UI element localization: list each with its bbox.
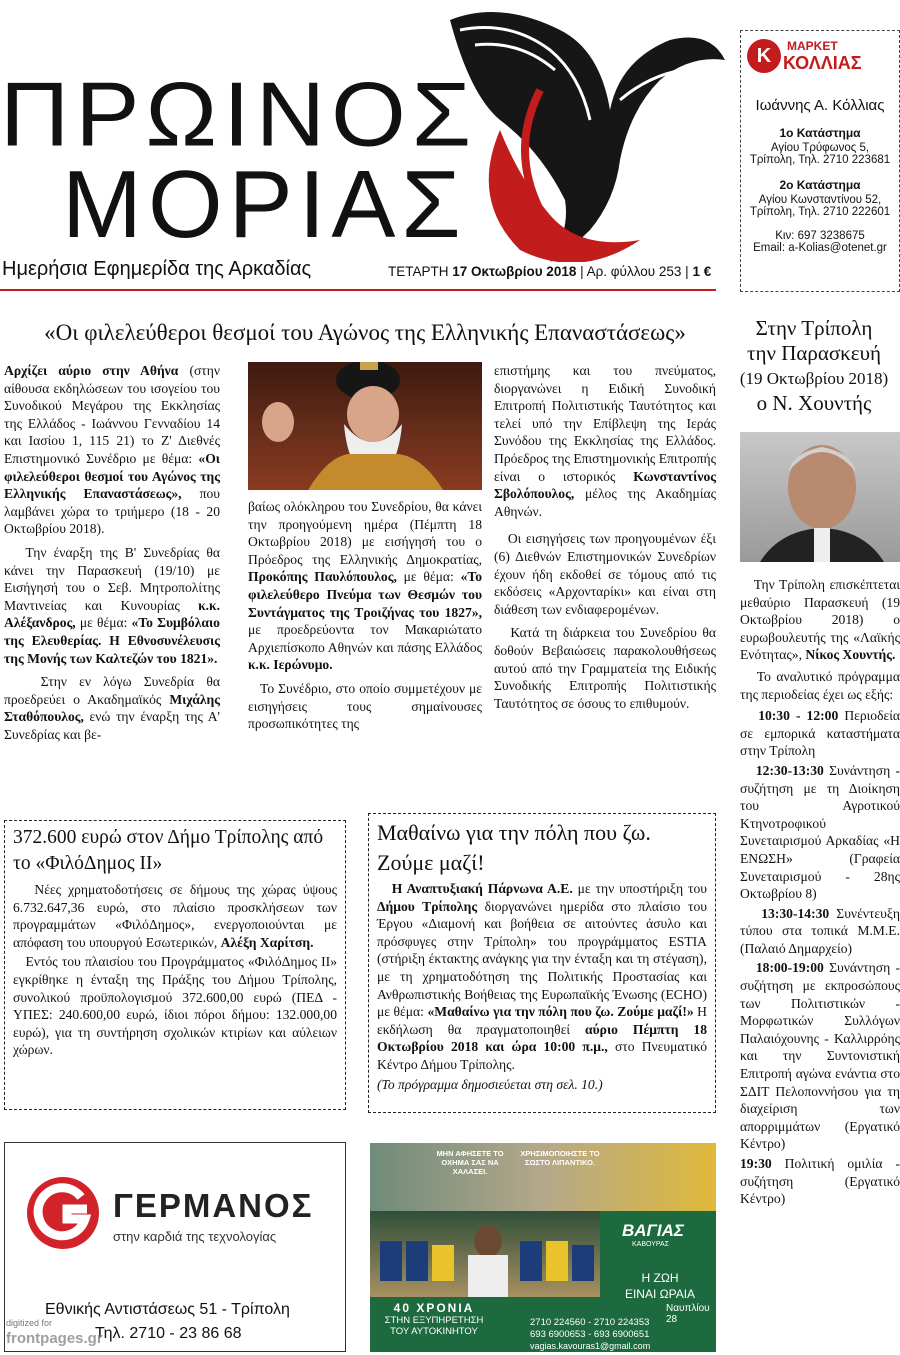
schedule-item: Συνέντευξη τύπου στα τοπικά Μ.Μ.Ε. (Παλαιό Δημαρχείο)	[740, 905, 900, 956]
article-text: Στην εν λόγω Συνεδρία θα προεδρεύει ο Ακαδημαϊκός	[4, 674, 220, 707]
vagias-address: Ναυπλίου 28	[666, 1303, 710, 1325]
watermark-line1: digitized for	[6, 1318, 53, 1328]
oil-bottles-icon	[370, 1211, 600, 1297]
schedule-item: Περιοδεία σε εμπορικά καταστήματα στην Τρίπολη	[740, 708, 900, 759]
article-text: Την Τρίπολη επισκέπτεται μεθαύριο Παρασκευή (19 Οκτωβρίου 2018) ο ευρωβουλευτής της «Λαϊκής Ενότητας»,	[740, 577, 900, 663]
schedule-item: Συνάντηση - συζήτηση με τη Διοίκηση του Αγροτικού Κτηνοτροφικού Συνεταιρισμού Αρκαδίας «Η ΕΝΩΣΗ» (Γραφεία Συνεταιρισμού - 28ης Οκτωβρίου 8)	[740, 762, 900, 902]
article-theme: «Μαθαίνω για την πόλη που ζω. Ζούμε μαζί!»	[427, 1004, 694, 1020]
article-name: Μιχάλης Σταθόπουλος,	[4, 691, 220, 725]
photo-chountis-figure	[740, 432, 900, 562]
article-lead: Αρχίζει αύριο στην Αθήνα	[4, 363, 179, 378]
kollias-owner: Ιωάννης Α. Κόλλιας	[755, 97, 885, 114]
box-mathaino	[368, 813, 716, 1113]
article-text: Η εκδήλωση θα πραγματοποιηθεί	[377, 1004, 707, 1037]
article-text: Κατά τη διάρκεια του Συνεδρίου θα δοθούν Βεβαιώσεις παρακολουθήσεως αυτού από την Γραμματεία της Ειδικής Συνοδικής Επιτροπής Πολιτιστικής Ταυτότητος σε όσους το επιθυμούν.	[494, 625, 716, 711]
kollias-logo	[741, 31, 899, 89]
germanos-logo-icon	[23, 1173, 103, 1253]
watermark-line2: frontpages.gr	[6, 1330, 103, 1347]
vagias-years: 40 ΧΡΟΝΙΑ	[393, 1301, 475, 1315]
article-text: Το αναλυτικό πρόγραμμα της περιοδείας έχει ως εξής:	[740, 668, 900, 702]
main-article-col2	[248, 498, 482, 739]
article-text: που λαμβάνει χώρα το τριήμερο (18 - 20 Οκτωβρίου 2018).	[4, 486, 220, 537]
article-text: βαίως ολόκληρου του Συνεδρίου, θα κάνει την προηγούμενη ημέρα (Πέμπτη 18 Οκτωβρίου 2018) με εισήγησή του ο Πρόεδρος της Ελληνικής Δημοκρατίας,	[248, 499, 482, 567]
schedule-time: 10:30 - 12:00	[758, 708, 839, 724]
germanos-brand: ΓΕΡΜΑΝΟΣ	[113, 1187, 314, 1224]
schedule-item: Πολιτική ομιλία - συζήτηση (Εργατικό Κέντρο)	[740, 1156, 900, 1207]
kollias-store1-title: 1ο Κατάστημα	[779, 126, 861, 140]
schedule-time: 12:30-13:30	[755, 762, 824, 778]
article-text: Οι εισηγήσεις των προηγουμένων έξι (6) Διεθνών Επιστημονικών Συνεδρίων έχουν ήδη εκδοθεί σε τόμους από τις εκδόσεις «Αρχονταρίκι» και είναι στη διάθεση των ενδιαφερομένων.	[494, 531, 716, 617]
mathaino-headline: Μαθαίνω για την πόλη που ζω. Ζούμε μαζί!	[377, 820, 651, 875]
mathaino-note: (Το πρόγραμμα δημοσιεύεται στη σελ. 10.)	[377, 1076, 603, 1092]
germanos-address: Εθνικής Αντιστάσεως 51 - Τρίπολη	[45, 1301, 290, 1318]
germanos-phone: Τηλ. 2710 - 23 86 68	[95, 1325, 242, 1342]
kollias-store2-title: 2ο Κατάστημα	[779, 178, 861, 192]
germanos-tagline: στην καρδιά της τεχνολογίας	[113, 1229, 277, 1244]
vagias-email: vagias.kavouras1@gmail.com	[530, 1341, 651, 1351]
article-when: αύριο Πέμπτη 18 Οκτωβρίου 2018 και ώρα 10:00 π.μ.,	[377, 1021, 707, 1055]
article-text: Το Συνέδριο, στο οποίο συμμετέχουν με εισηγήσεις τους σημαίνουσες προσωπικότητες της	[248, 680, 482, 732]
box-filodimos	[4, 820, 346, 1110]
right-headline-3: (19 Οκτωβρίου 2018)	[739, 369, 889, 388]
right-headline	[728, 316, 900, 416]
masthead-rule	[0, 289, 716, 291]
photo-chountis	[740, 432, 900, 562]
vagias-years-block	[370, 1299, 498, 1352]
article-text: Νέες χρηματοδοτήσεις σε δήμους της χώρας ύψους 6.732.647,36 ευρώ, στο πλαίσιο προσκλήσεων των προγραμμάτων «ΦιλόΔημος», ενεργοποιούνται με απόφαση του υπουργού Εσωτερικών,	[13, 882, 337, 950]
ad-vagias	[370, 1143, 716, 1352]
article-text: ενώ την έναρξη της Α' Συνεδρίας και βε-	[4, 709, 220, 742]
article-theme: «Οι φιλελεύθεροι θεσμοί του Αγώνος της Ελληνικής Επαναστάσεως»,	[4, 450, 220, 502]
vagias-years-3: ΤΟΥ ΑΥΤΟΚΙΝΗΤΟΥ	[390, 1326, 478, 1337]
right-headline-2: την Παρασκευή	[747, 341, 881, 365]
issue-day: ΤΕΤΑΡΤΗ	[388, 264, 449, 279]
right-headline-4: ο Ν. Χουντής	[756, 391, 872, 415]
article-theme: «Το Συμβόλαιο της Ελευθερίας. Η Εθνοσυνέλευσις της Μονής των Καλτεζών του 1821».	[4, 615, 220, 666]
article-text: με θέμα:	[79, 615, 128, 631]
schedule-time: 18:00-19:00	[755, 960, 824, 976]
main-headline: «Οι φιλελεύθεροι θεσμοί του Αγώνος της Ελληνικής Επαναστάσεως»	[44, 320, 686, 345]
article-text: επιστήμης και του πνεύματος, διοργανώνει η Ειδική Συνοδική Επιτροπή Πολιτιστικής Ταυτότητος και τελεί υπό την Επίβλεψη της Ιεράς Συνόδου της Εκκλησίας της Ελλάδος. Πρόεδρος της Επιστημονικής Επιτροπής είναι ο ιστορικός	[494, 363, 716, 484]
article-name: Δήμου Τρίπολης	[377, 898, 478, 914]
kollias-store2-city: Τρίπολη, Τηλ. 2710 222601	[749, 206, 891, 218]
kollias-logo-mark: Κ	[747, 39, 781, 73]
masthead-subtitle: Ημερήσια Εφημερίδα της Αρκαδίας	[2, 258, 312, 280]
article-name: Νίκος Χουντής.	[805, 647, 896, 663]
issue-info	[388, 264, 711, 279]
schedule-time: 13:30-14:30	[761, 905, 830, 921]
masthead-title-line1: ΠΡΩΙΝΟΣ	[0, 63, 478, 166]
vagias-products-photo	[370, 1211, 600, 1297]
right-headline-1: Στην Τρίπολη	[755, 316, 873, 340]
photo-metropolitan	[248, 362, 482, 490]
issue-number: | Αρ. φύλλου 253 |	[580, 264, 689, 279]
article-text: διοργανώνει ημερίδα στο πλαίσιο του Έργου «Διαμονή και βοήθεια σε αιτούντες άσυλο και πρόσφυγες στην Τρίπολη» του προγράμματος ESTIA (στήριξη έκτακτης ανάγκης για την ένταξη και τη στέγαση), με τη χρηματοδότηση της Πολιτικής Προστασίας και Ανθρωπιστικής Βοήθειας της Ευρωπαϊκής Ένωσης (ECHO) με θέμα:	[377, 898, 708, 1020]
kollias-mobile: Κιν: 697 3238675	[775, 230, 865, 242]
kollias-brand: ΚΟΛΛΙΑΣ	[783, 53, 862, 73]
schedule-item: Συνάντηση - συζήτηση με εκπροσώπους των Πολιτιστικών - Μορφωτικών Συλλόγων Παλαιόχουνης - Καλλιρρόης και την Συντονιστική Επιτροπή αγώνα ενάντια στο ΣΔΙΤ Πελοποννήσου για τη διαχείριση των απορριμμάτων (Εργατικό Κέντρο)	[740, 960, 900, 1152]
article-text: στο Πνευματικό Κέντρο Δήμου Τρίπολης.	[377, 1039, 707, 1072]
kollias-store2-addr: Αγίου Κωνσταντίνου 52,	[758, 194, 882, 206]
kollias-brand-top: ΜΑΡΚΕΤ	[787, 39, 838, 53]
article-text: (στην αίθουσα εκδηλώσεων του ισογείου του Συνοδικού Μεγάρου της Εκκλησίας της Ελλάδος - Ιωάννου Γενναδίου 14 και Ιασίου 1, 115 21) το Ζ' Διεθνές Επιστημονικό Συνέδριο με θέμα:	[4, 363, 221, 466]
main-article-col3	[494, 362, 716, 718]
vagias-phones: 2710 224560 - 2710 224353	[530, 1317, 650, 1328]
ad-germanos	[4, 1142, 346, 1352]
issue-price: 1 €	[692, 264, 712, 279]
right-article-body	[740, 576, 900, 1208]
photo-metropolitan-figure	[248, 362, 482, 490]
article-text: μέλος της Ακαδημίας Αθηνών.	[494, 486, 716, 519]
vagias-slogan-1: ΜΗΝ ΑΦΗΣΕΤΕ ΤΟ ΟΧΗΜΑ ΣΑΣ ΝΑ ΧΑΛΑΣΕΙ.	[436, 1149, 504, 1176]
article-name: κ.κ. Αλέξανδρος,	[4, 597, 220, 631]
article-name: κ.κ. Ιερώνυμο.	[248, 657, 333, 673]
kollias-store1-city: Τρίπολη, Τηλ. 2710 223681	[749, 154, 891, 166]
schedule-time: 19:30	[740, 1156, 772, 1171]
article-text: Εντός του πλαισίου του Προγράμματος «ΦιλόΔημος ΙΙ» εγκρίθηκε η ένταξη της Πράξης του Δήμου Τρίπολης, συνολικού προϋπολογισμού 372.600,00 ευρώ (ΠΕΔ - ΥΠΕΣ: 240.600,00 ευρώ, ίδιοι πόροι δήμου: 132.000,00 ευρώ), για τη συντήρηση σχολικών κτιρίων και αύλειων χώρων.	[13, 954, 337, 1058]
kollias-store1-addr: Αγίου Τρύφωνος 5,	[770, 142, 870, 154]
issue-date: 17 Οκτωβρίου 2018	[452, 264, 577, 279]
kollias-email: Email: a-Kolias@otenet.gr	[753, 242, 887, 254]
vagias-slogan-2: ΧΡΗΣΙΜΟΠΟΙΗΣΤΕ ΤΟ ΣΩΣΤΟ ΛΙΠΑΝΤΙΚΟ.	[520, 1149, 600, 1167]
vagias-motto-2: ΕΙΝΑΙ ΩΡΑΙΑ	[624, 1287, 696, 1301]
article-text: με την υποστήριξη του	[577, 881, 707, 896]
dove-icon	[440, 0, 725, 262]
article-name: Κωνσταντίνος Σβολόπουλος,	[494, 468, 716, 502]
ad-kollias	[740, 30, 900, 292]
main-article-col1	[4, 362, 220, 749]
vagias-years-2: ΣΤΗΝ ΕΞΥΠΗΡΕΤΗΣΗ	[384, 1315, 484, 1326]
article-name: Αλέξη Χαρίτση.	[220, 934, 314, 950]
vagias-brand-sub: ΚΑΒΟΥΡΑΣ	[632, 1241, 670, 1248]
vagias-brand: ΒΑΓΙΑΣ	[622, 1221, 684, 1240]
article-name: Η Αναπτυξιακή Πάρνωνα Α.Ε.	[391, 881, 573, 896]
filodimos-headline: 372.600 ευρώ στον Δήμο Τρίπολης από το «ΦιλόΔημος ΙΙ»	[13, 827, 324, 874]
vagias-mobiles: 693 6900653 - 693 6900651	[530, 1329, 650, 1340]
article-name: Προκόπης Παυλόπουλος,	[248, 569, 397, 585]
article-theme: «Το φιλελεύθερο Πνεύμα των Θεσμών του Συντάγματος της Τροιζήνας του 1827»,	[248, 569, 482, 620]
article-text: με θέμα:	[403, 569, 454, 585]
article-text: Την έναρξη της Β' Συνεδρίας θα κάνει την Παρασκευή (19/10) με Εισήγησή του ο Σεβ. Μητροπολίτης Μαντινείας και Κυνουρίας	[4, 544, 220, 613]
masthead-title-line2: ΜΟΡΙΑΣ	[62, 151, 467, 258]
article-text: με προεδρεύοντα τον Μακαριώτατο Αρχιεπίσκοπο Αθηνών και πάσης Ελλάδος	[248, 622, 482, 655]
vagias-motto-1: Η ΖΩΗ	[641, 1271, 679, 1285]
